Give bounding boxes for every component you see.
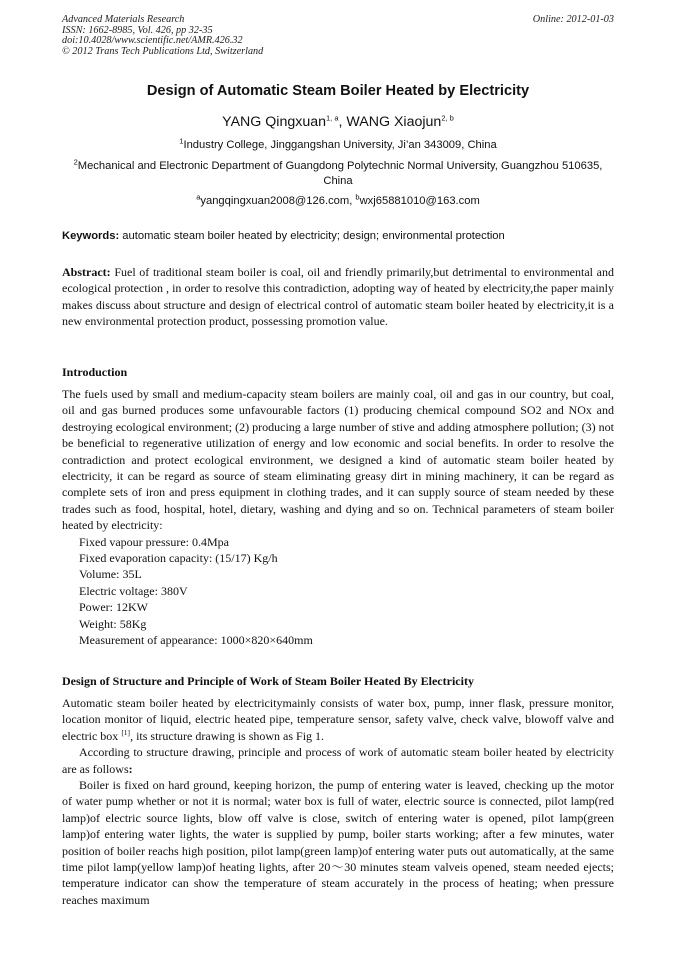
author-1-affiliation-mark: 1, a — [326, 113, 339, 123]
affiliation-1-mark: 1 — [179, 136, 184, 146]
journal-name: Advanced Materials Research — [62, 14, 185, 25]
keywords — [62, 229, 614, 244]
param-evaporation: Fixed evaporation capacity: (15/17) Kg/h — [79, 551, 278, 566]
introduction-section — [62, 386, 614, 649]
email-2: wxj65881010@163.com — [359, 195, 480, 207]
author-separator: , — [338, 114, 347, 130]
affiliation-1-text: Industry College, Jinggangshan University, Ji’an 343009, China — [183, 139, 497, 151]
journal-header — [62, 15, 263, 57]
author-1: YANG Qingxuan — [222, 114, 327, 130]
param-voltage: Electric voltage: 380V — [79, 583, 188, 598]
email-1-mark: a — [196, 192, 201, 202]
affiliation-2 — [62, 159, 614, 189]
affiliation-2-mark: 2 — [73, 157, 78, 167]
section-2-heading: Design of Structure and Principle of Work of Steam Boiler Heated By Electricity — [62, 674, 474, 688]
journal-copyright: © 2012 Trans Tech Publications Ltd, Switzerland — [62, 45, 264, 57]
affiliation-2-text: Mechanical and Electronic Department of Guangdong Polytechnic Normal University, Guangzhou 510635, China — [77, 160, 603, 187]
introduction-paragraph: The fuels used by small and medium-capacity steam boilers are mainly coal, oil and gas in our country, but coal, oil and gas burned produces some unfavourable factors (1) producing chemical compound SO2 and NOx and destroying ecological environment; (2) producing a large number of stive and adding atmosphere pollution; (3) not be beneficial to regenerative utilization of energy and low economic and social benefits. In order to resolve the contradiction and protect ecological environment, we designed a kind of automatic steam boiler heated by electricity, it can be regard as source of steam eliminating greasy dirt in mining machinery, it can be regard as complete sets of iron and press equipment in clothing trades, and it can supply source of steam needed by these trades such as food, hospital, hotel, dietary, washing and dying and so on. Technical parameters of steam boiler heated by electricity: — [62, 387, 614, 533]
introduction-heading: Introduction — [62, 365, 128, 379]
email-1: yangqingxuan2008@126.com, — [200, 195, 356, 207]
journal-issn: ISSN: 1662-8985, Vol. 426, pp 32-35 — [62, 24, 213, 36]
online-date: Online: 2012-01-03 — [532, 14, 614, 25]
param-volume: Volume: 35L — [79, 567, 142, 582]
section-2-paragraph-1: Automatic steam boiler heated by electricitymainly consists of water box, pump, inner flask, pressure monitor, location monitor of liquid, electric heated pipe, temperature sensor, safety valve, check valve, blowoff valve and electric box [1], its structure drawing is shown as Fig 1. — [62, 696, 614, 743]
abstract — [62, 264, 614, 330]
email-2-mark: b — [355, 192, 360, 202]
param-power: Power: 12KW — [79, 600, 148, 615]
abstract-text: Fuel of traditional steam boiler is coal, oil and friendly primarily,but detrimental to environmental and ecological protection , in order to resolve this contradiction, adopting way of heated by electricity,the paper mainly makes discuss about structure and design of electrical control of automatic steam boiler heated by electricity,it is a new environmental protection product, possessing promotion value. — [62, 265, 614, 329]
abstract-label: Abstract: — [62, 265, 111, 279]
param-pressure: Fixed vapour pressure: 0.4Mpa — [79, 534, 229, 549]
author-2-affiliation-mark: 2, b — [441, 113, 454, 123]
section-2-paragraph-2: According to structure drawing, principle and process of work of automatic steam boiler heated by electricity are as follows: — [62, 745, 614, 776]
section-2-body — [62, 695, 614, 908]
journal-doi: doi:10.4028/www.scientific.net/AMR.426.32 — [62, 35, 243, 47]
param-weight: Weight: 58Kg — [79, 616, 147, 631]
affiliation-1 — [62, 138, 614, 153]
email-line — [62, 194, 614, 209]
author-line — [62, 113, 614, 131]
author-2: WANG Xiaojun — [346, 114, 442, 130]
keywords-text: automatic steam boiler heated by electricity; design; environmental protection — [119, 230, 505, 242]
paper-title: Design of Automatic Steam Boiler Heated by Electricity — [146, 83, 530, 99]
param-appearance: Measurement of appearance: 1000×820×640mm — [79, 633, 313, 648]
citation-ref: [1] — [121, 727, 131, 737]
section-2-paragraph-3: Boiler is fixed on hard ground, keeping horizon, the pump of entering water is leaved, checking up the motor of water pump whether or not it is normal; water box is full of water, electric source is connected, pilot lamp(red lamp)of electric source lights, blow off valve is close, switch of entering water is opened, pilot lamp(green lamp)of entering water lights, the water is supplied by pump, boiler starts working; after a few minutes, water position of boiler reachs high position, pilot lamp(green lamp)of entering water puts out automatically, at the same time pilot lamp(yellow lamp)of heating lights, after 20～30 minutes steam valveis opened, steam needed ejects; temperature indicator can show the temperature of steam accurately in the process of heating; when pressure reaches maximum — [62, 778, 614, 907]
keywords-label: Keywords: — [62, 230, 120, 242]
